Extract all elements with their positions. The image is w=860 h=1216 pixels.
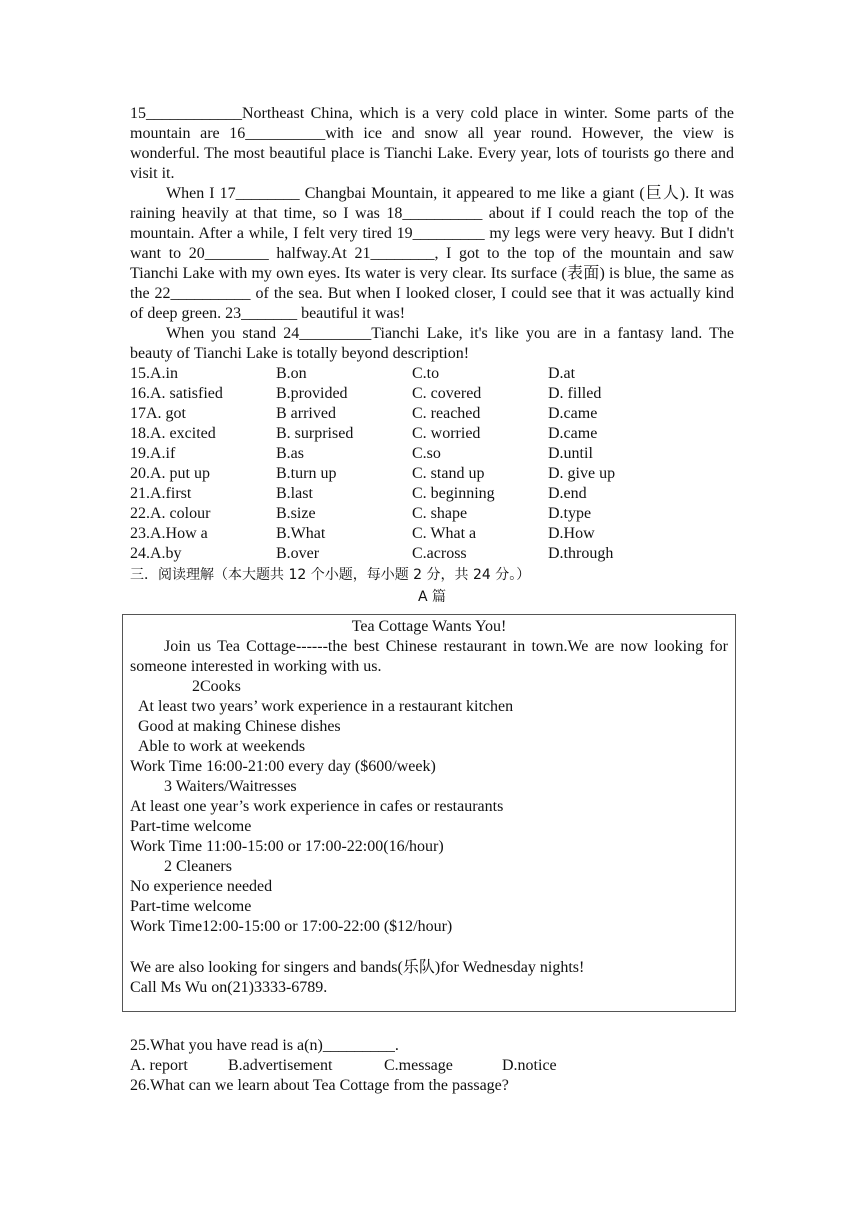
option-d: D.until xyxy=(548,445,593,462)
option-d: D.at xyxy=(548,365,576,382)
option-row xyxy=(130,464,734,484)
waiters-work-time: Work Time 11:00-15:00 or 17:00-22:00(16/hour) xyxy=(130,838,444,855)
spacer xyxy=(130,937,728,958)
option-d: D.type xyxy=(548,505,592,522)
cleaners-requirement: Part-time welcome xyxy=(130,898,252,915)
option-c: C. beginning xyxy=(412,485,495,502)
passage-a-title: A 篇 xyxy=(417,589,447,605)
advertisement-box xyxy=(122,614,736,1012)
option-a: 23.A.How a xyxy=(130,525,208,542)
option-c: C. shape xyxy=(412,505,468,522)
option-a: 16.A. satisfied xyxy=(130,385,223,402)
option-row xyxy=(130,444,734,464)
cloze-options xyxy=(130,364,734,564)
reading-questions xyxy=(130,1036,734,1096)
option-d: D.came xyxy=(548,405,598,422)
option-c: C.across xyxy=(412,545,467,562)
option-a: 21.A.first xyxy=(130,485,192,502)
contact-line: Call Ms Wu on(21)3333-6789. xyxy=(130,979,328,996)
option-row xyxy=(130,384,734,404)
option-b: B.size xyxy=(276,505,316,522)
option-c: C.so xyxy=(412,445,441,462)
option-b: B.advertisement xyxy=(228,1057,333,1074)
option-row xyxy=(130,424,734,444)
option-c: C. reached xyxy=(412,405,481,422)
option-d: D. give up xyxy=(548,465,616,482)
option-b: B.over xyxy=(276,545,320,562)
option-b: B.turn up xyxy=(276,465,337,482)
option-a: 18.A. excited xyxy=(130,425,216,442)
option-a: A. report xyxy=(130,1057,188,1074)
option-c: C. worried xyxy=(412,425,481,442)
option-row xyxy=(130,364,734,384)
cloze-passage xyxy=(130,104,734,608)
cleaners-requirement: No experience needed xyxy=(130,878,273,895)
passage-paragraph-2: When I 17________ Changbai Mountain, it appeared to me like a giant (巨人). It was raining heavily at that time, so I was 18__________ about if I could reach the top of the mountain. After a while, I felt very tired 19_________ my legs were very heavy. But I didn't want to 20________ halfway.At 21________, I got to the top of the mountain and saw Tianchi Lake with my own eyes. Its water is very clear. Its surface (表面) is blue, the same as the 22__________ of the sea. But when I looked closer, I could see that it was actually kind of deep green. 23_______ beautiful it was! xyxy=(130,185,734,322)
option-a: 20.A. put up xyxy=(130,465,210,482)
option-b: B.last xyxy=(276,485,313,502)
singers-notice: We are also looking for singers and bands(乐队)for Wednesday nights! xyxy=(130,959,585,976)
cleaners-heading: 2 Cleaners xyxy=(164,858,232,875)
section-title: 三．阅读理解（本大题共 12 个小题，每小题 2 分，共 24 分。） xyxy=(130,567,531,583)
option-d: D.came xyxy=(548,425,598,442)
question-26: 26.What can we learn about Tea Cottage from the passage? xyxy=(130,1077,509,1094)
passage-paragraph-3: When you stand 24_________Tianchi Lake, it's like you are in a fantasy land. The beauty of Tianchi Lake is totally beyond description! xyxy=(130,325,734,362)
question-25-options xyxy=(130,1056,734,1076)
waiters-heading: 3 Waiters/Waitresses xyxy=(164,778,297,795)
option-d: D.end xyxy=(548,485,587,502)
waiters-requirement: Part-time welcome xyxy=(130,818,252,835)
option-row xyxy=(130,404,734,424)
option-b: B arrived xyxy=(276,405,336,422)
option-row xyxy=(130,504,734,524)
option-d: D.through xyxy=(548,545,614,562)
option-a: 17A. got xyxy=(130,405,186,422)
cooks-requirement: Good at making Chinese dishes xyxy=(138,718,341,735)
option-b: B. surprised xyxy=(276,425,354,442)
option-c: C.message xyxy=(384,1057,453,1074)
option-a: 24.A.by xyxy=(130,545,182,562)
waiters-requirement: At least one year’s work experience in cafes or restaurants xyxy=(130,798,504,815)
option-d: D. filled xyxy=(548,385,602,402)
option-c: C. covered xyxy=(412,385,482,402)
cooks-heading: 2Cooks xyxy=(192,678,241,695)
option-b: B.as xyxy=(276,445,304,462)
option-c: C. stand up xyxy=(412,465,485,482)
option-row xyxy=(130,544,734,564)
option-a: 15.A.in xyxy=(130,365,178,382)
option-row xyxy=(130,524,734,544)
option-c: C.to xyxy=(412,365,440,382)
ad-intro: Join us Tea Cottage------the best Chinese restaurant in town.We are now looking for someone interested in working with us. xyxy=(130,638,728,675)
cooks-work-time: Work Time 16:00-21:00 every day ($600/week) xyxy=(130,758,436,775)
cleaners-work-time: Work Time12:00-15:00 or 17:00-22:00 ($12/hour) xyxy=(130,918,453,935)
passage-paragraph-1: 15____________Northeast China, which is a very cold place in winter. Some parts of the mountain are 16__________with ice and snow all year round. However, the view is wonderful. The most beautiful place is Tianchi Lake. Every year, lots of tourists go there and visit it. xyxy=(130,105,734,182)
question-25: 25.What you have read is a(n)_________. xyxy=(130,1037,399,1054)
option-d: D.notice xyxy=(502,1057,557,1074)
option-b: B.on xyxy=(276,365,307,382)
option-row xyxy=(130,484,734,504)
option-a: 22.A. colour xyxy=(130,505,211,522)
ad-title: Tea Cottage Wants You! xyxy=(351,618,507,635)
option-a: 19.A.if xyxy=(130,445,176,462)
cooks-requirement: At least two years’ work experience in a restaurant kitchen xyxy=(138,698,514,715)
option-b: B.What xyxy=(276,525,326,542)
option-b: B.provided xyxy=(276,385,348,402)
option-d: D.How xyxy=(548,525,595,542)
cooks-requirement: Able to work at weekends xyxy=(138,738,306,755)
option-c: C. What a xyxy=(412,525,477,542)
